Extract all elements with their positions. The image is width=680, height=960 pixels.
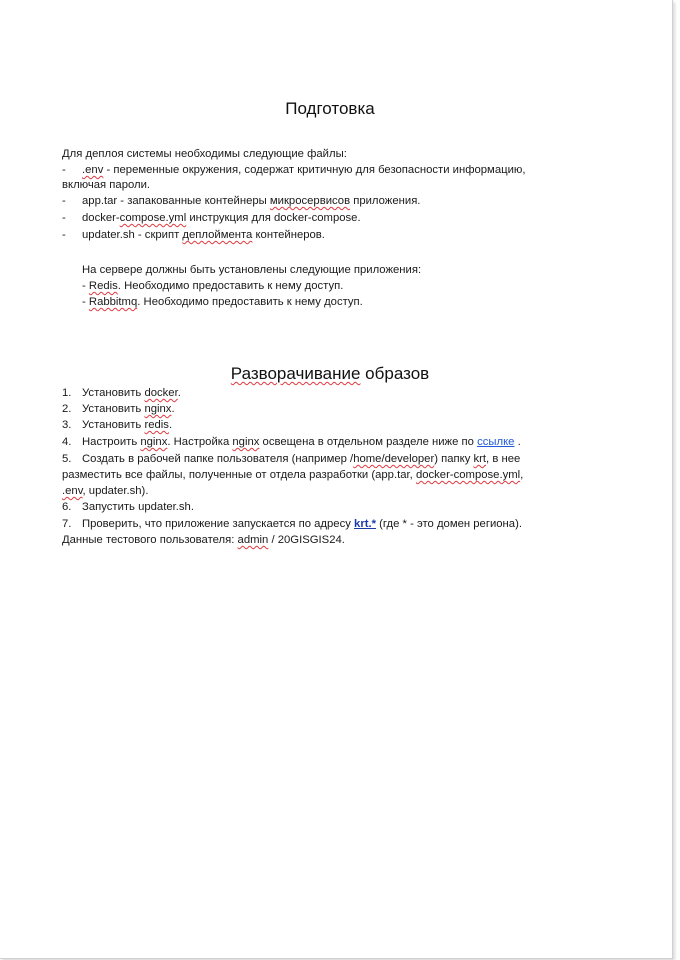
list-item-text: контейнеров. [252,229,325,241]
step-item [62,386,181,401]
step-text: ) папку [434,453,474,465]
step-item [62,418,172,433]
intro-text: Для деплоя системы необходимы следующие файлы: [62,148,347,160]
step-item [62,435,521,450]
misspelled-word: деплоймента [182,229,253,241]
list-item [62,163,526,178]
step-text: . Настройка [167,436,233,448]
step-item [62,452,520,467]
step-text: Данные тестового пользователя: [62,534,238,546]
step-item [62,517,522,532]
step-text: , в нее [486,453,521,465]
list-dash: - [62,195,66,207]
step-text: разместить все файлы, полученные от отдела разработки (app.tar, [62,469,416,481]
misspelled-word: nginx [144,403,172,415]
step-item-continuation [62,484,148,499]
misspelled-word: микросервисов [269,195,351,207]
step-number: 5. [62,453,72,465]
list-dash: - [62,229,66,241]
step-item-continuation [62,468,523,483]
list-dash: - [62,212,66,224]
step-item [62,500,194,515]
app-url-link[interactable]: krt.* [354,518,377,530]
misspelled-word: nginx [232,436,260,448]
list-item [62,211,361,226]
misspelled-word: redis [144,419,169,431]
misspelled-word: .env [62,485,83,497]
test-user-text [62,533,345,548]
app-item [82,295,363,310]
misspelled-word: .env [82,164,104,176]
misspelled-word: docker [144,387,178,399]
step-text: / 20GISGIS24. [268,534,345,546]
step-number: 2. [62,403,72,415]
list-dash: - [62,164,66,176]
misspelled-word: Rabbitmq [88,296,138,308]
list-item-text: updater.sh - скрипт [82,229,183,241]
app-item-text: . Необходимо предоставить к нему доступ. [117,280,344,292]
misspelled-word: home/developer [353,453,435,465]
step-number: 4. [62,436,72,448]
misspelled-word: krt [473,453,487,465]
step-text: Установить [82,387,145,399]
heading-text: образов [360,364,430,383]
misspelled-word: Разворачивание [230,364,361,383]
step-number: 3. [62,419,72,431]
step-text: . [168,419,173,431]
step-text: Установить [82,419,145,431]
step-text: . [177,387,181,399]
step-number: 7. [62,518,72,530]
list-item [62,194,420,209]
list-item-text: docker- [82,212,120,224]
step-text: , updater.sh). [82,485,149,497]
step-number: 6. [62,501,72,513]
step-number: 1. [62,387,72,399]
step-text: (где * - это домен региона). [376,518,522,530]
misspelled-word: compose.yml [119,212,187,224]
list-item-text: - переменные окружения, содержат критичную для безопасности информацию, [103,164,526,176]
misspelled-word: docker-compose.yml [415,469,521,481]
server-intro-text: На сервере должны быть установлены следующие приложения: [82,264,422,276]
step-item [62,402,175,417]
step-text: Проверить, что приложение запускается по адресу [82,518,355,530]
misspelled-word: admin [237,534,269,546]
app-item-text: - [82,296,89,308]
step-text: , [520,469,524,481]
step-text: Создать в рабочей папке пользователя (например / [82,453,354,465]
misspelled-word: Redis [88,280,118,292]
misspelled-word: nginx [140,436,168,448]
step-text: . [171,403,175,415]
step-text: . [514,436,521,448]
nginx-section-link[interactable]: ссылке [477,436,515,448]
app-item-text: - [82,280,89,292]
list-item-text: инструкция для docker-compose. [186,212,361,224]
list-item-text: приложения. [350,195,421,207]
step-text: освещена в отдельном разделе ниже по [259,436,478,448]
list-item-continuation: включая пароли. [62,179,151,191]
app-item [82,279,343,294]
heading-preparation: Подготовка [285,99,375,118]
step-text: Настроить [82,436,141,448]
step-text: Установить [82,403,145,415]
step-text: Запустить updater.sh. [82,501,194,513]
list-item [62,228,325,243]
app-item-text: . Необходимо предоставить к нему доступ. [137,296,363,308]
list-item-text: app.tar - запакованные контейнеры [82,195,270,207]
heading-deployment [0,364,660,384]
